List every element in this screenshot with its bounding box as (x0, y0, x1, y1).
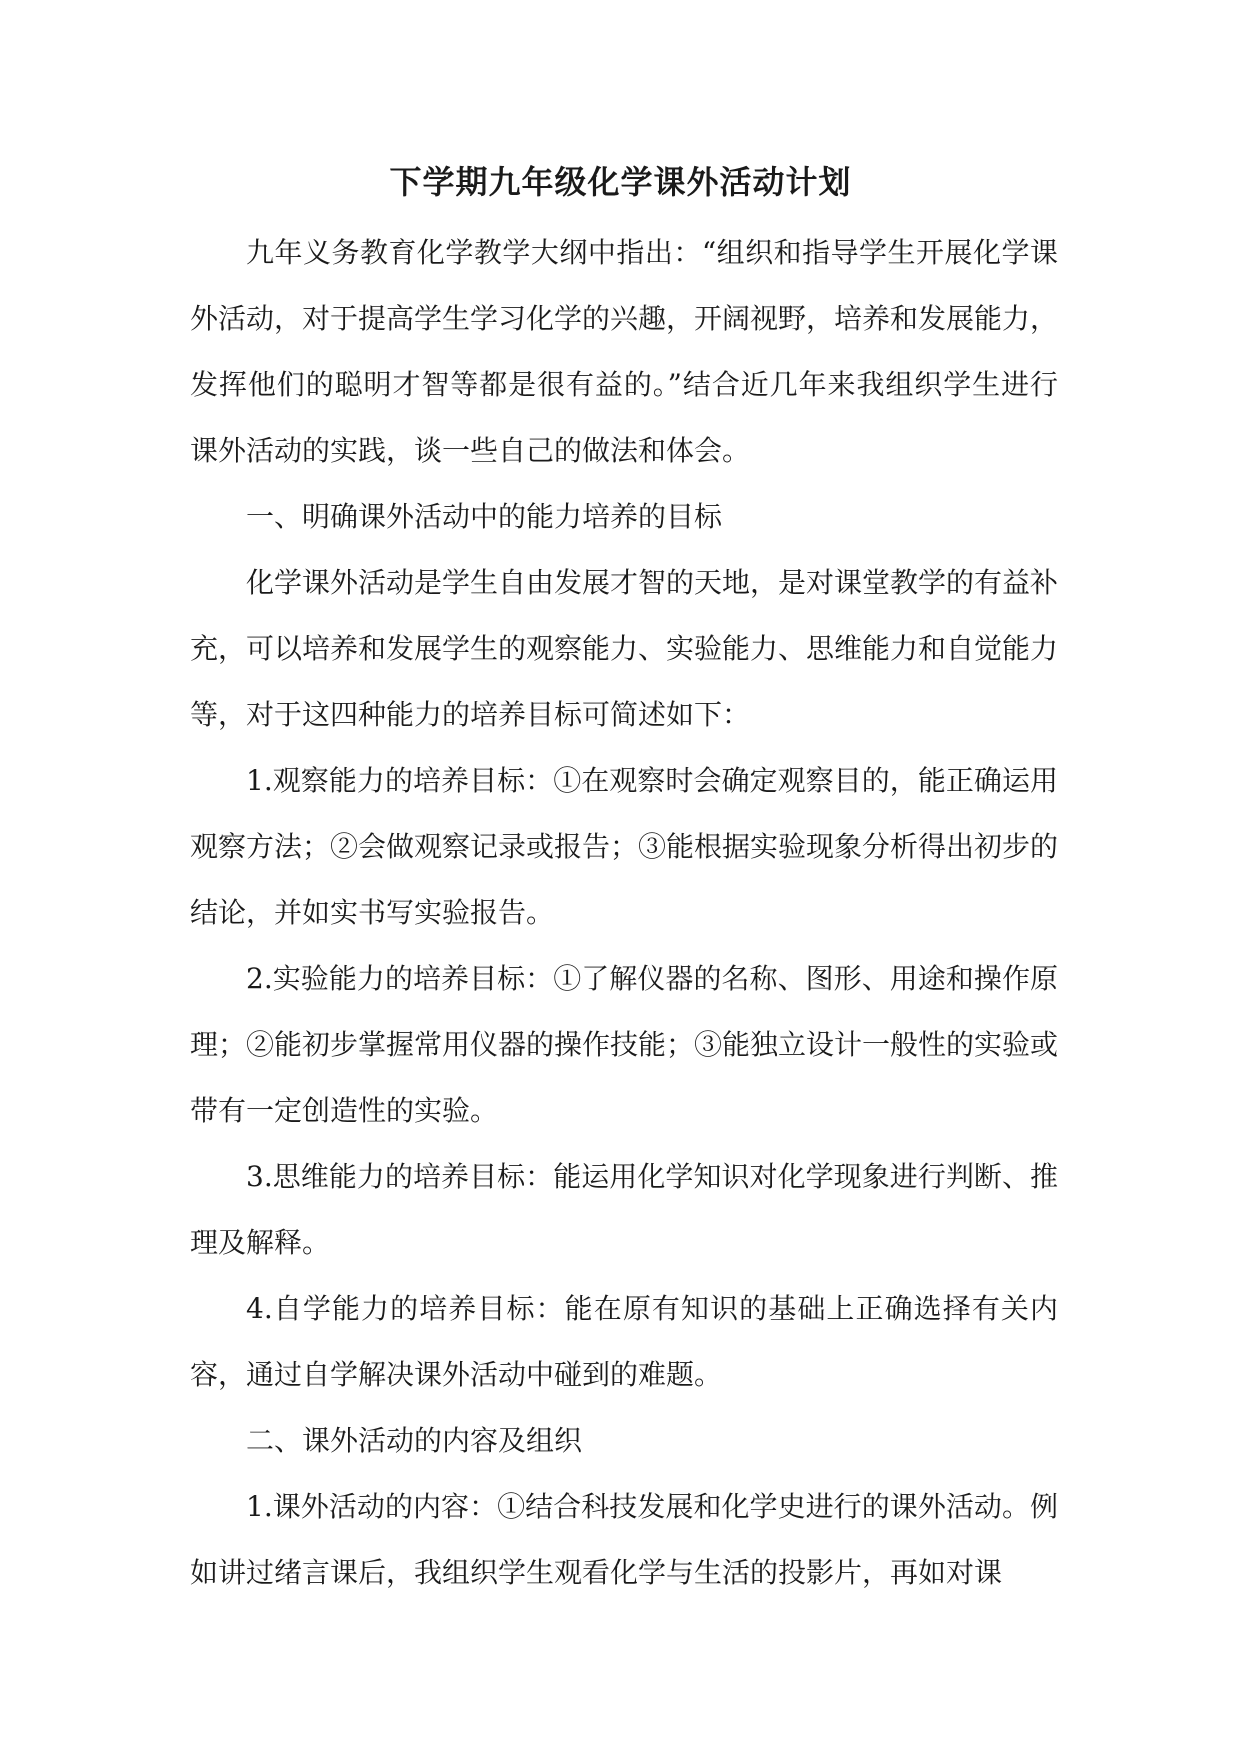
paragraph-thinking-goal: 3.思维能力的培养目标：能运用化学知识对化学现象进行判断、推理及解释。 (190, 1160, 1058, 1259)
paragraph-experiment-goal: 2.实验能力的培养目标：①了解仪器的名称、图形、用途和操作原理；②能初步掌握常用仪器的操作技能；③能独立设计一般性的实验或带有一定创造性的实验。 (190, 962, 1059, 1127)
document-title: 下学期九年级化学课外活动计划 (389, 163, 852, 201)
paragraph-selfstudy-goal: 4.自学能力的培养目标：能在原有知识的基础上正确选择有关内容，通过自学解决课外活动中碰到的难题。 (190, 1292, 1058, 1391)
section-heading-2: 二、课外活动的内容及组织 (246, 1424, 583, 1457)
section-heading-1: 一、明确课外活动中的能力培养的目标 (246, 500, 723, 533)
paragraph-observation-goal: 1.观察能力的培养目标：①在观察时会确定观察目的，能正确运用观察方法；②会做观察记录或报告；③能根据实验现象分析得出初步的结论，并如实书写实验报告。 (190, 764, 1059, 929)
paragraph-intro: 九年义务教育化学教学大纲中指出：“组织和指导学生开展化学课外活动，对于提高学生学习化学的兴趣，开阔视野，培养和发展能力，发挥他们的聪明才智等都是很有益的。”结合近几年来我组织学生进行课外活动的实践，谈一些自己的做法和体会。 (190, 236, 1059, 467)
paragraph-activity-content: 1.课外活动的内容：①结合科技发展和化学史进行的课外活动。例如讲过绪言课后，我组织学生观看化学与生活的投影片，再如对课 (190, 1490, 1058, 1589)
paragraph-overview: 化学课外活动是学生自由发展才智的天地，是对课堂教学的有益补充，可以培养和发展学生的观察能力、实验能力、思维能力和自觉能力等，对于这四种能力的培养目标可简述如下： (190, 566, 1059, 731)
document-body (190, 220, 1058, 1606)
